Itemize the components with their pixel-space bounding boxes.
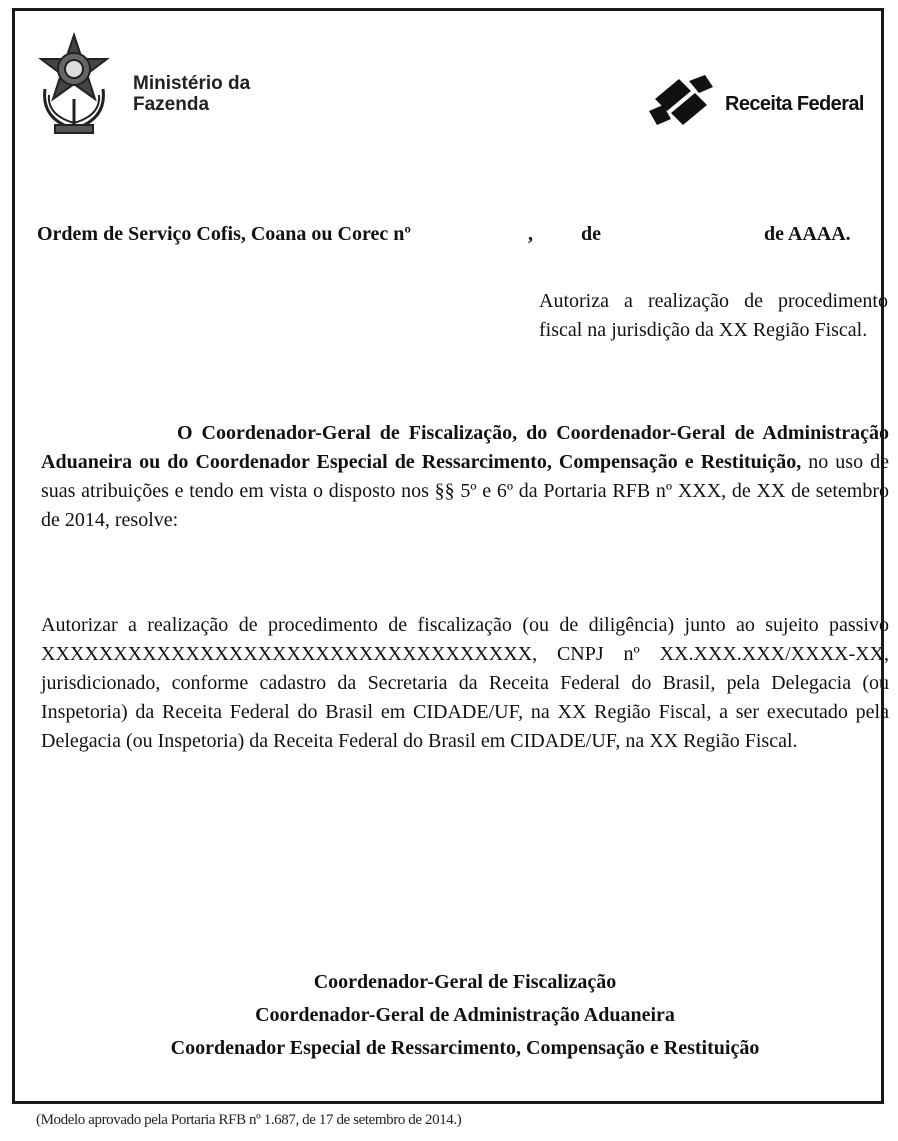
ministry-line-1: Ministério da bbox=[133, 73, 251, 94]
body-paragraph: Autorizar a realização de procedimento de fiscalização (ou de diligência) junto ao sujeito passivo XXXXXXXXXXXXXXXXXXXXXXXXXXXXXXXXXX, CNPJ nº XX.XXX.XXX/XXXX-XX, jurisdicionado, conforme cadastro da Secretaria da Receita Federal do Brasil, pela Delegacia (ou Inspetoria) da Receita Federal do Brasil em CIDADE/UF, na XX Região Fiscal, a ser executado pela Delegacia (ou Inspetoria) da Receita Federal do Brasil em CIDADE/UF, na XX Região Fiscal. bbox=[41, 614, 889, 752]
preamble-bold: O Coordenador-Geral de Fiscalização, do Coordenador-Geral de Administração Aduaneira ou do Coordenador Especial de Ressarcimento, Compensação e Restituição, bbox=[41, 422, 889, 473]
ministry-line-2: Fazenda bbox=[133, 94, 210, 115]
document-frame bbox=[12, 8, 889, 1104]
preamble-rest: no uso de suas atribuições e tendo em vista o disposto nos §§ 5º e 6º da Portaria RFB nº XXX, de XX de setembro de 2014, resolve: bbox=[41, 451, 889, 531]
order-year: de AAAA. bbox=[764, 223, 851, 245]
receita-federal-name: Receita Federal bbox=[725, 93, 864, 115]
order-de: de bbox=[581, 223, 601, 245]
ministry-name bbox=[133, 73, 250, 115]
receita-federal-logo-icon bbox=[645, 73, 723, 131]
footnote: (Modelo aprovado pela Portaria RFB nº 1.687, de 17 de setembro de 2014.) bbox=[36, 1112, 462, 1128]
ementa: Autoriza a realização de procedimento fiscal na jurisdição da XX Região Fiscal. bbox=[539, 290, 888, 341]
preamble-paragraph bbox=[41, 419, 889, 535]
order-comma: , bbox=[528, 223, 533, 245]
signature-line-1: Coordenador-Geral de Fiscalização bbox=[313, 971, 617, 993]
signature-line-2: Coordenador-Geral de Administração Aduaneira bbox=[255, 1004, 675, 1026]
order-title: Ordem de Serviço Cofis, Coana ou Corec nº bbox=[37, 223, 411, 245]
signature-line-3: Coordenador Especial de Ressarcimento, Compensação e Restituição bbox=[170, 1037, 760, 1059]
brazil-coat-of-arms-icon bbox=[33, 29, 115, 141]
